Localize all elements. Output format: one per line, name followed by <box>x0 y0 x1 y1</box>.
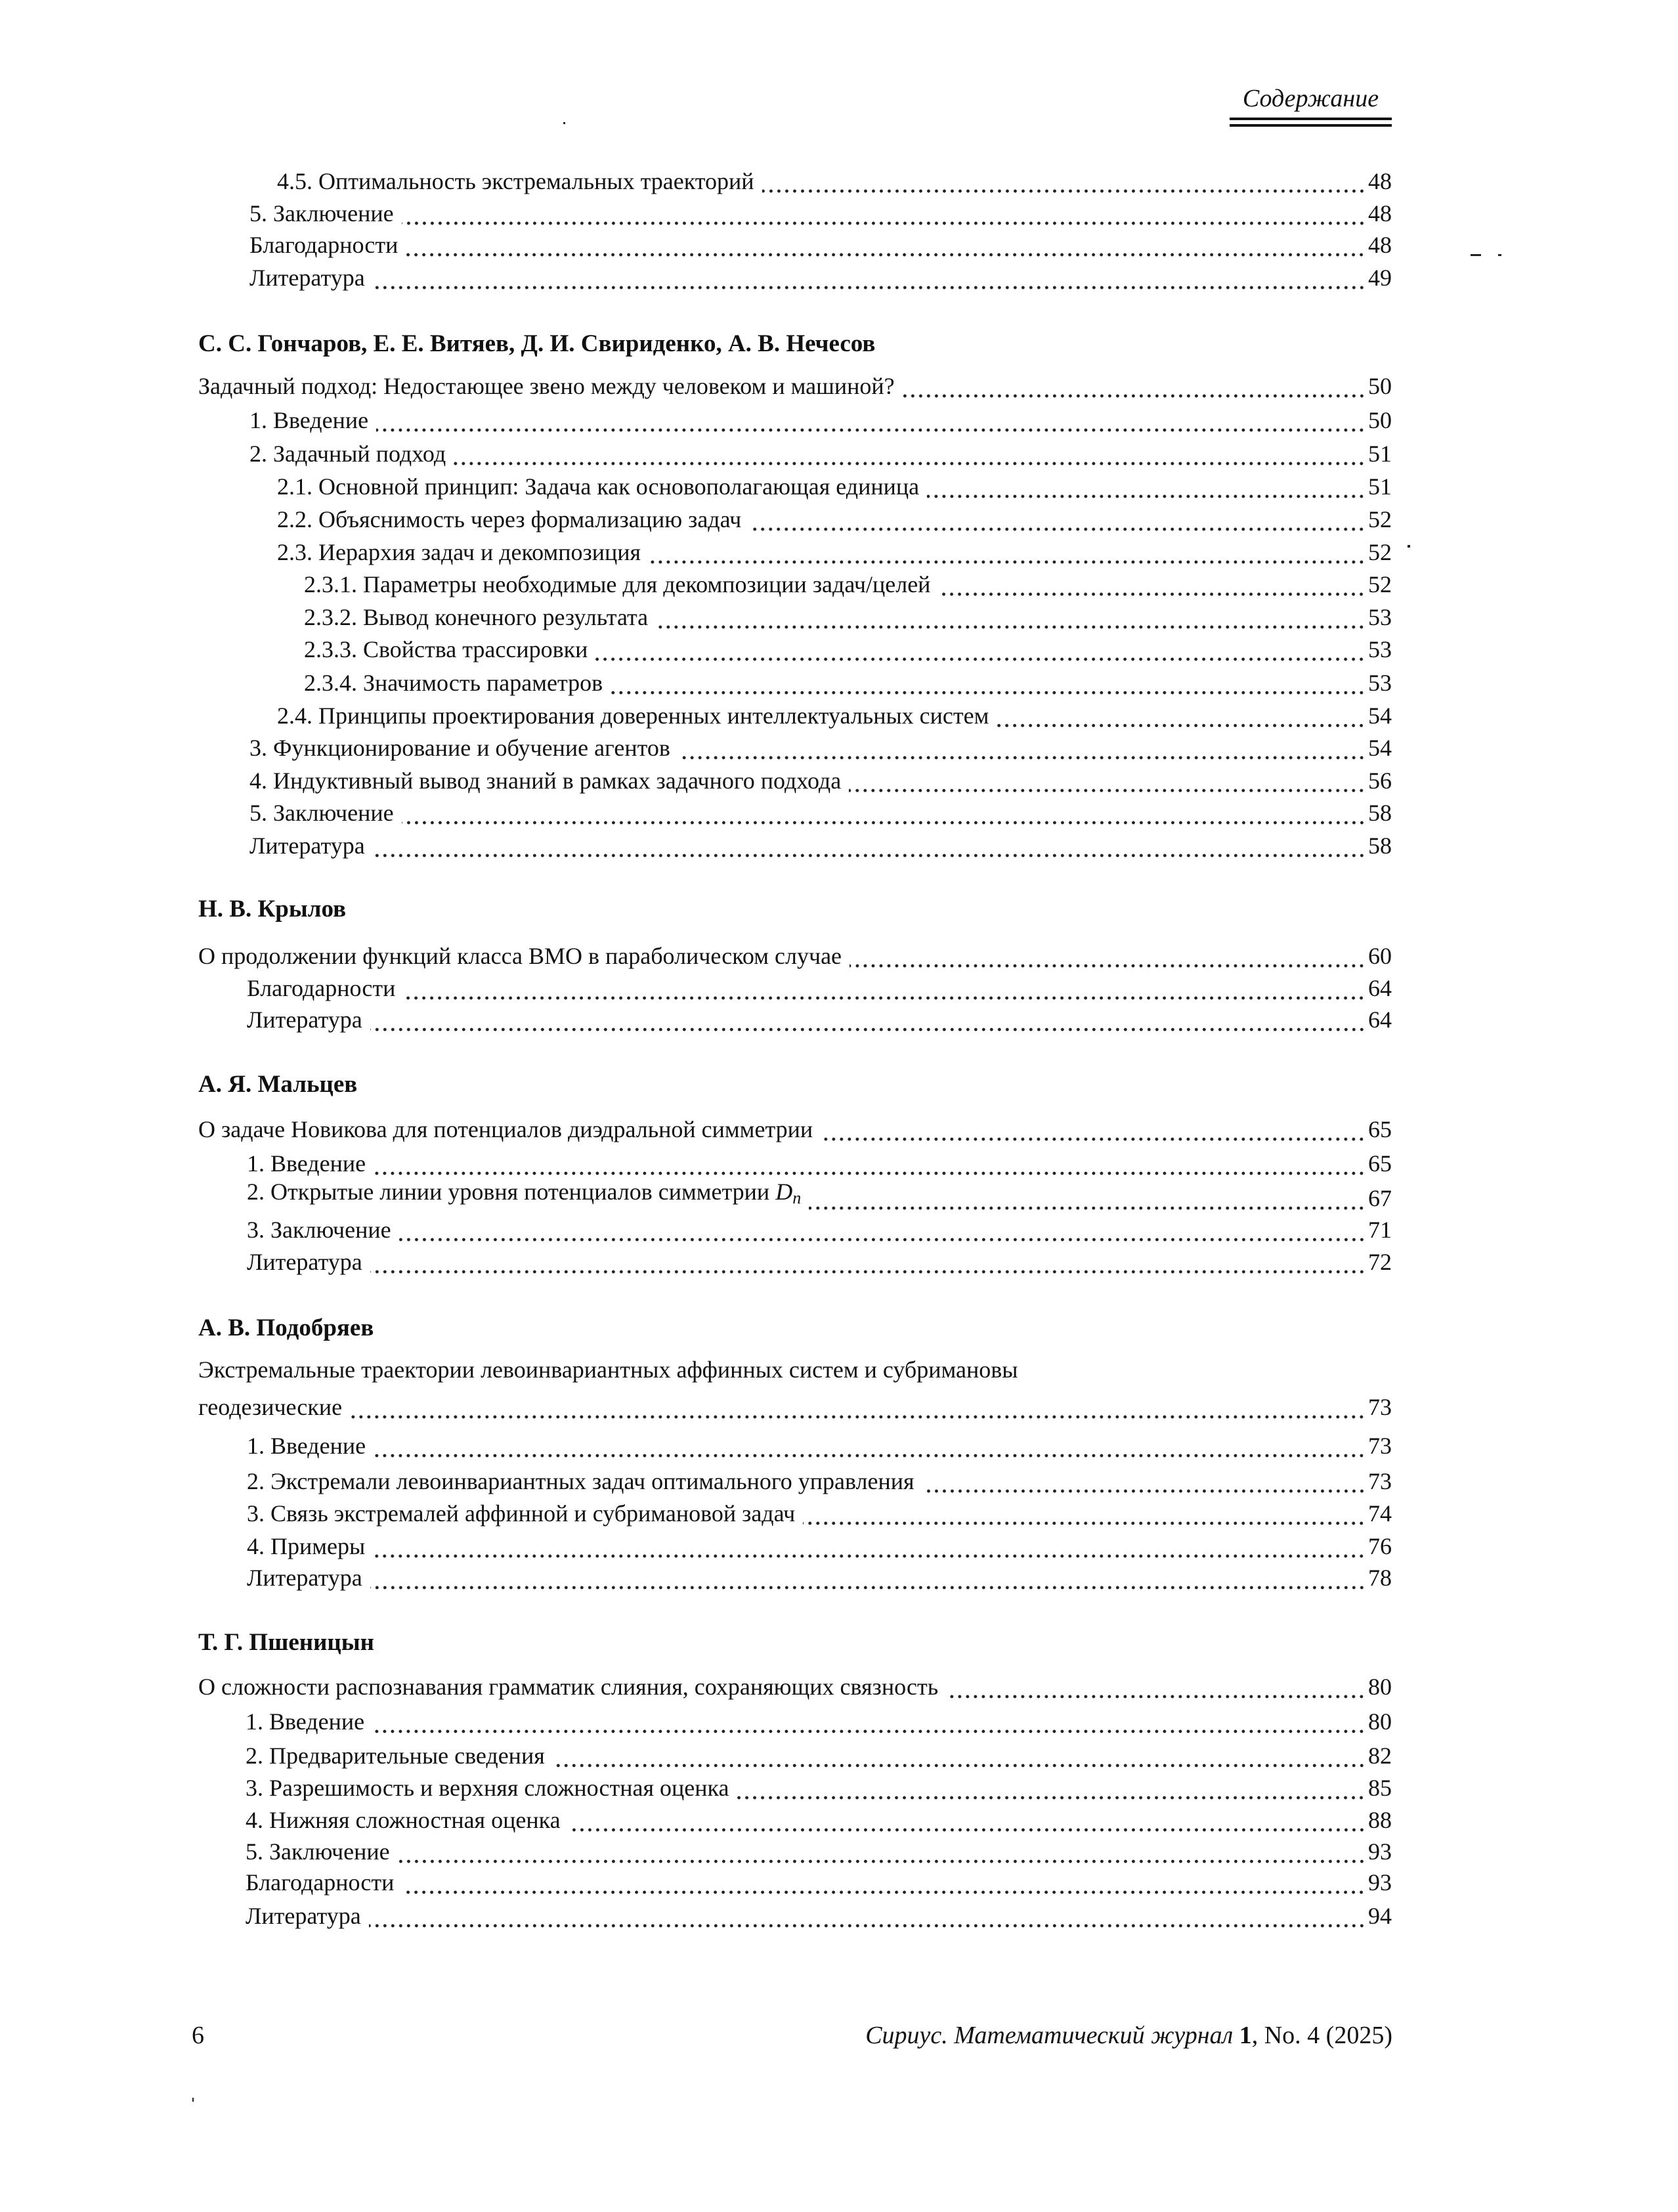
scan-speck <box>1498 254 1501 256</box>
article-title-page: 50 <box>1368 373 1392 399</box>
dot-leader <box>850 942 1366 970</box>
toc-entry-label: 1. Введение <box>247 1150 366 1177</box>
dot-leader <box>649 538 1366 567</box>
toc-entry-label: Литература <box>247 1249 362 1275</box>
toc-entry[interactable] <box>0 437 1392 468</box>
toc-entry-page: 73 <box>1368 1433 1392 1459</box>
scan-speck <box>563 122 565 124</box>
article-title-page: 60 <box>1368 943 1392 969</box>
dot-leader <box>656 603 1366 632</box>
toc-entry-text: 2. Открытые линии уровня потенциалов симметрии <box>247 1179 770 1205</box>
toc-entry[interactable] <box>0 796 1392 827</box>
dot-leader <box>374 1431 1366 1460</box>
toc-entry-page: 67 <box>1368 1185 1392 1211</box>
dot-leader <box>403 974 1366 1003</box>
dot-leader <box>372 1707 1366 1736</box>
article-title: О сложности распознавания грамматик слияния, сохраняющих связность <box>198 1674 939 1700</box>
toc-entry[interactable] <box>0 164 1392 196</box>
toc-entry[interactable] <box>0 731 1392 762</box>
toc-entry[interactable] <box>0 1739 1392 1770</box>
toc-entry-page: 48 <box>1368 232 1392 258</box>
toc-entry-label: 1. Введение <box>246 1708 365 1735</box>
toc-entry-page: 93 <box>1368 1869 1392 1896</box>
toc-entry[interactable] <box>0 1429 1392 1460</box>
article-title: О задаче Новикова для потенциалов диэдральной симметрии <box>198 1116 813 1142</box>
dot-leader <box>399 1215 1366 1244</box>
toc-entry-page: 72 <box>1368 1249 1392 1275</box>
article-title: Задачный подход: Недостающее звено между человеком и машиной? <box>198 373 895 399</box>
toc-entry[interactable] <box>0 196 1392 228</box>
dot-leader <box>803 1499 1366 1528</box>
dot-leader <box>678 733 1366 762</box>
toc-entry[interactable] <box>0 1245 1392 1276</box>
dot-leader <box>553 1741 1366 1770</box>
dot-leader <box>369 1901 1366 1930</box>
article-title: О продолжении функций класса BMO в параболическом случае <box>198 943 842 969</box>
toc-entry[interactable] <box>0 567 1392 599</box>
toc-entry-page: 74 <box>1368 1500 1392 1527</box>
toc-entry[interactable] <box>0 699 1392 730</box>
dot-leader <box>406 230 1366 259</box>
dot-leader <box>373 1532 1366 1561</box>
toc-entry-page: 88 <box>1368 1807 1392 1833</box>
toc-entry-label: 2.3.2. Вывод конечного результата <box>304 604 649 630</box>
page-number: 6 <box>192 2022 204 2049</box>
article-authors: Т. Г. Пшеницын <box>198 1629 374 1656</box>
dot-leader <box>849 766 1366 795</box>
toc-entry-label: Литература <box>246 1903 361 1929</box>
math-base: D <box>775 1179 793 1205</box>
toc-entry[interactable] <box>0 502 1392 534</box>
toc-entry[interactable] <box>0 1865 1392 1897</box>
toc-entry-page: 71 <box>1368 1217 1392 1243</box>
toc-entry[interactable] <box>0 1771 1392 1802</box>
toc-entry-page: 80 <box>1368 1708 1392 1735</box>
toc-entry-label: 1. Введение <box>247 1433 366 1459</box>
toc-entry-page: 64 <box>1368 1007 1392 1033</box>
article-authors: А. Я. Мальцев <box>198 1071 358 1098</box>
toc-entry[interactable] <box>0 666 1392 697</box>
toc-entry-page: 93 <box>1368 1838 1392 1865</box>
toc-entry-page: 53 <box>1368 636 1392 662</box>
toc-entry[interactable] <box>0 1496 1392 1528</box>
toc-entry[interactable] <box>0 1803 1392 1834</box>
article-title-page: 65 <box>1368 1116 1392 1142</box>
toc-entry-page: 85 <box>1368 1775 1392 1801</box>
dot-leader <box>376 406 1366 435</box>
toc-entry-page: 73 <box>1368 1468 1392 1494</box>
article-title-entry[interactable] <box>0 1390 1392 1421</box>
toc-entry-label: 3. Разрешимость и верхняя сложностная оценка <box>246 1775 729 1801</box>
article-title-line2: геодезические <box>198 1394 343 1420</box>
toc-entry[interactable] <box>0 403 1392 435</box>
toc-entry-label: 4.5. Оптимальность экстремальных траекторий <box>277 168 754 194</box>
toc-entry-page: 52 <box>1368 506 1392 532</box>
journal-citation <box>865 2021 1392 2050</box>
article-title-line1: Экстремальные траектории левоинвариантных аффинных систем и субримановы <box>198 1356 1018 1383</box>
toc-entry[interactable] <box>0 600 1392 632</box>
toc-entry-label: 5. Заключение <box>249 800 394 826</box>
article-title-entry[interactable] <box>0 369 1392 401</box>
toc-entry-label: 2.4. Принципы проектирования доверенных интеллектуальных систем <box>277 703 989 729</box>
toc-entry-label: Благодарности <box>246 1869 395 1896</box>
toc-entry-label: 4. Нижняя сложностная оценка <box>246 1807 561 1833</box>
toc-entry-label: 2. Экстремали левоинвариантных задач оптимального управления <box>247 1468 914 1494</box>
article-title-entry[interactable] <box>0 1112 1392 1144</box>
journal-name: Сириус. Математический журнал <box>865 2022 1234 2049</box>
toc-entry[interactable] <box>0 1003 1392 1034</box>
dot-leader <box>821 1115 1366 1144</box>
toc-entry-page: 48 <box>1368 168 1392 194</box>
journal-volume: 1 <box>1239 2022 1252 2049</box>
toc-entry-page: 78 <box>1368 1565 1392 1591</box>
toc-entry[interactable] <box>0 1899 1392 1930</box>
dot-leader <box>373 831 1366 860</box>
toc-entry-label: 5. Заключение <box>249 200 394 227</box>
toc-entry-label: Литература <box>247 1007 362 1033</box>
dot-leader <box>370 1005 1366 1034</box>
article-authors: С. С. Гончаров, Е. Е. Витяев, Д. И. Свириденко, А. В. Нечесов <box>198 330 876 357</box>
article-title-entry[interactable] <box>0 1670 1392 1701</box>
toc-entry-page: 56 <box>1368 768 1392 794</box>
toc-entry[interactable] <box>0 469 1392 501</box>
toc-entry[interactable] <box>0 632 1392 664</box>
dot-leader <box>997 701 1366 730</box>
dot-leader <box>402 798 1366 827</box>
toc-entry-page: 82 <box>1368 1743 1392 1769</box>
toc-entry-label: 1. Введение <box>249 407 369 433</box>
toc-entry-page: 51 <box>1368 441 1392 467</box>
dot-leader <box>454 439 1366 468</box>
article-title-page: 73 <box>1368 1394 1392 1420</box>
dot-leader <box>927 472 1366 501</box>
toc-entry[interactable] <box>0 1529 1392 1561</box>
dot-leader <box>762 167 1366 196</box>
dot-leader <box>370 1247 1366 1276</box>
toc-entry[interactable] <box>0 1561 1392 1592</box>
dot-leader <box>370 1563 1366 1592</box>
toc-entry-label <box>247 1177 809 1213</box>
toc-entry-page: 94 <box>1368 1903 1392 1929</box>
toc-entry[interactable] <box>0 535 1392 567</box>
toc-entry-label: 4. Примеры <box>247 1533 366 1559</box>
dot-leader <box>922 1467 1366 1496</box>
dot-leader <box>569 1806 1366 1834</box>
toc-entry[interactable] <box>0 829 1392 860</box>
toc-entry-page: 50 <box>1368 407 1392 433</box>
toc-entry-label: Литература <box>249 265 365 291</box>
toc-entry-page: 54 <box>1368 735 1392 761</box>
toc-entry-label: 4. Индуктивный вывод знаний в рамках задачного подхода <box>249 768 842 794</box>
article-authors: Н. В. Крылов <box>198 896 347 922</box>
dot-leader <box>398 1837 1366 1866</box>
toc-entry-page: 52 <box>1368 571 1392 597</box>
toc-entry[interactable] <box>0 1464 1392 1496</box>
article-title-entry[interactable] <box>0 939 1392 970</box>
toc-entry-label: Благодарности <box>247 975 396 1001</box>
scan-speck <box>192 2098 194 2102</box>
toc-entry-label: 3. Связь экстремалей аффинной и субримановой задач <box>247 1500 796 1527</box>
dot-leader <box>595 635 1366 664</box>
toc-entry-label: Благодарности <box>249 232 398 258</box>
toc-entry-page: 76 <box>1368 1533 1392 1559</box>
dot-leader <box>737 1773 1366 1802</box>
toc-entry[interactable] <box>0 1181 1392 1213</box>
math-symbol-dn <box>775 1179 801 1205</box>
toc-entry[interactable] <box>0 261 1392 292</box>
journal-issue: , No. 4 (2025) <box>1251 2022 1392 2049</box>
toc-entry-label: 2. Предварительные сведения <box>246 1743 545 1769</box>
scan-speck <box>1408 545 1410 548</box>
dot-leader <box>749 505 1366 534</box>
toc-entry-label: 3. Функционирование и обучение агентов <box>249 735 670 761</box>
toc-entry-page: 53 <box>1368 604 1392 630</box>
dot-leader <box>402 1868 1366 1897</box>
toc-entry[interactable] <box>0 1704 1392 1736</box>
dot-leader <box>611 668 1366 697</box>
toc-entry-label: 2. Задачный подход <box>249 441 446 467</box>
toc-entry-page: 65 <box>1368 1150 1392 1177</box>
article-authors: А. В. Подобряев <box>198 1314 374 1341</box>
toc-entry-label: 3. Заключение <box>247 1217 391 1243</box>
toc-entry-page: 51 <box>1368 473 1392 500</box>
dot-leader <box>903 372 1366 401</box>
dot-leader <box>374 1149 1366 1178</box>
dot-leader <box>402 199 1366 228</box>
math-subscript: n <box>792 1188 802 1207</box>
toc-entry[interactable] <box>0 1834 1392 1866</box>
toc-entry-label: 2.3. Иерархия задач и декомпозиция <box>277 539 641 565</box>
toc-entry[interactable] <box>0 764 1392 795</box>
toc-entry[interactable] <box>0 228 1392 259</box>
article-title-page: 80 <box>1368 1674 1392 1700</box>
dot-leader <box>946 1672 1366 1701</box>
dot-leader <box>373 263 1366 292</box>
scan-speck <box>1471 254 1481 256</box>
dot-leader <box>938 570 1366 599</box>
toc-entry-label: 2.3.4. Значимость параметров <box>304 670 603 696</box>
toc-entry-label: Литература <box>249 833 365 859</box>
running-head-title: Содержание <box>1242 85 1379 112</box>
toc-entry-page: 58 <box>1368 833 1392 859</box>
toc-entry-page: 52 <box>1368 539 1392 565</box>
toc-entry-page: 54 <box>1368 703 1392 729</box>
dot-leader <box>809 1184 1366 1213</box>
toc-entry-page: 49 <box>1368 265 1392 291</box>
toc-entry[interactable] <box>0 971 1392 1003</box>
toc-entry-label: Литература <box>247 1565 362 1591</box>
toc-entry[interactable] <box>0 1213 1392 1244</box>
toc-entry-label: 2.3.1. Параметры необходимые для декомпозиции задач/целей <box>304 571 931 597</box>
toc-entry[interactable] <box>0 1146 1392 1178</box>
toc-entry-label: 2.1. Основной принцип: Задача как основополагающая единица <box>277 473 920 500</box>
dot-leader <box>350 1393 1366 1421</box>
toc-entry-label: 2.3.3. Свойства трассировки <box>304 636 588 662</box>
toc-entry-label: 5. Заключение <box>246 1838 390 1865</box>
toc-entry-page: 53 <box>1368 670 1392 696</box>
toc-entry-page: 48 <box>1368 200 1392 227</box>
toc-entry-page: 58 <box>1368 800 1392 826</box>
toc-entry-page: 64 <box>1368 975 1392 1001</box>
toc-entry-label: 2.2. Объяснимость через формализацию задач <box>277 506 742 532</box>
